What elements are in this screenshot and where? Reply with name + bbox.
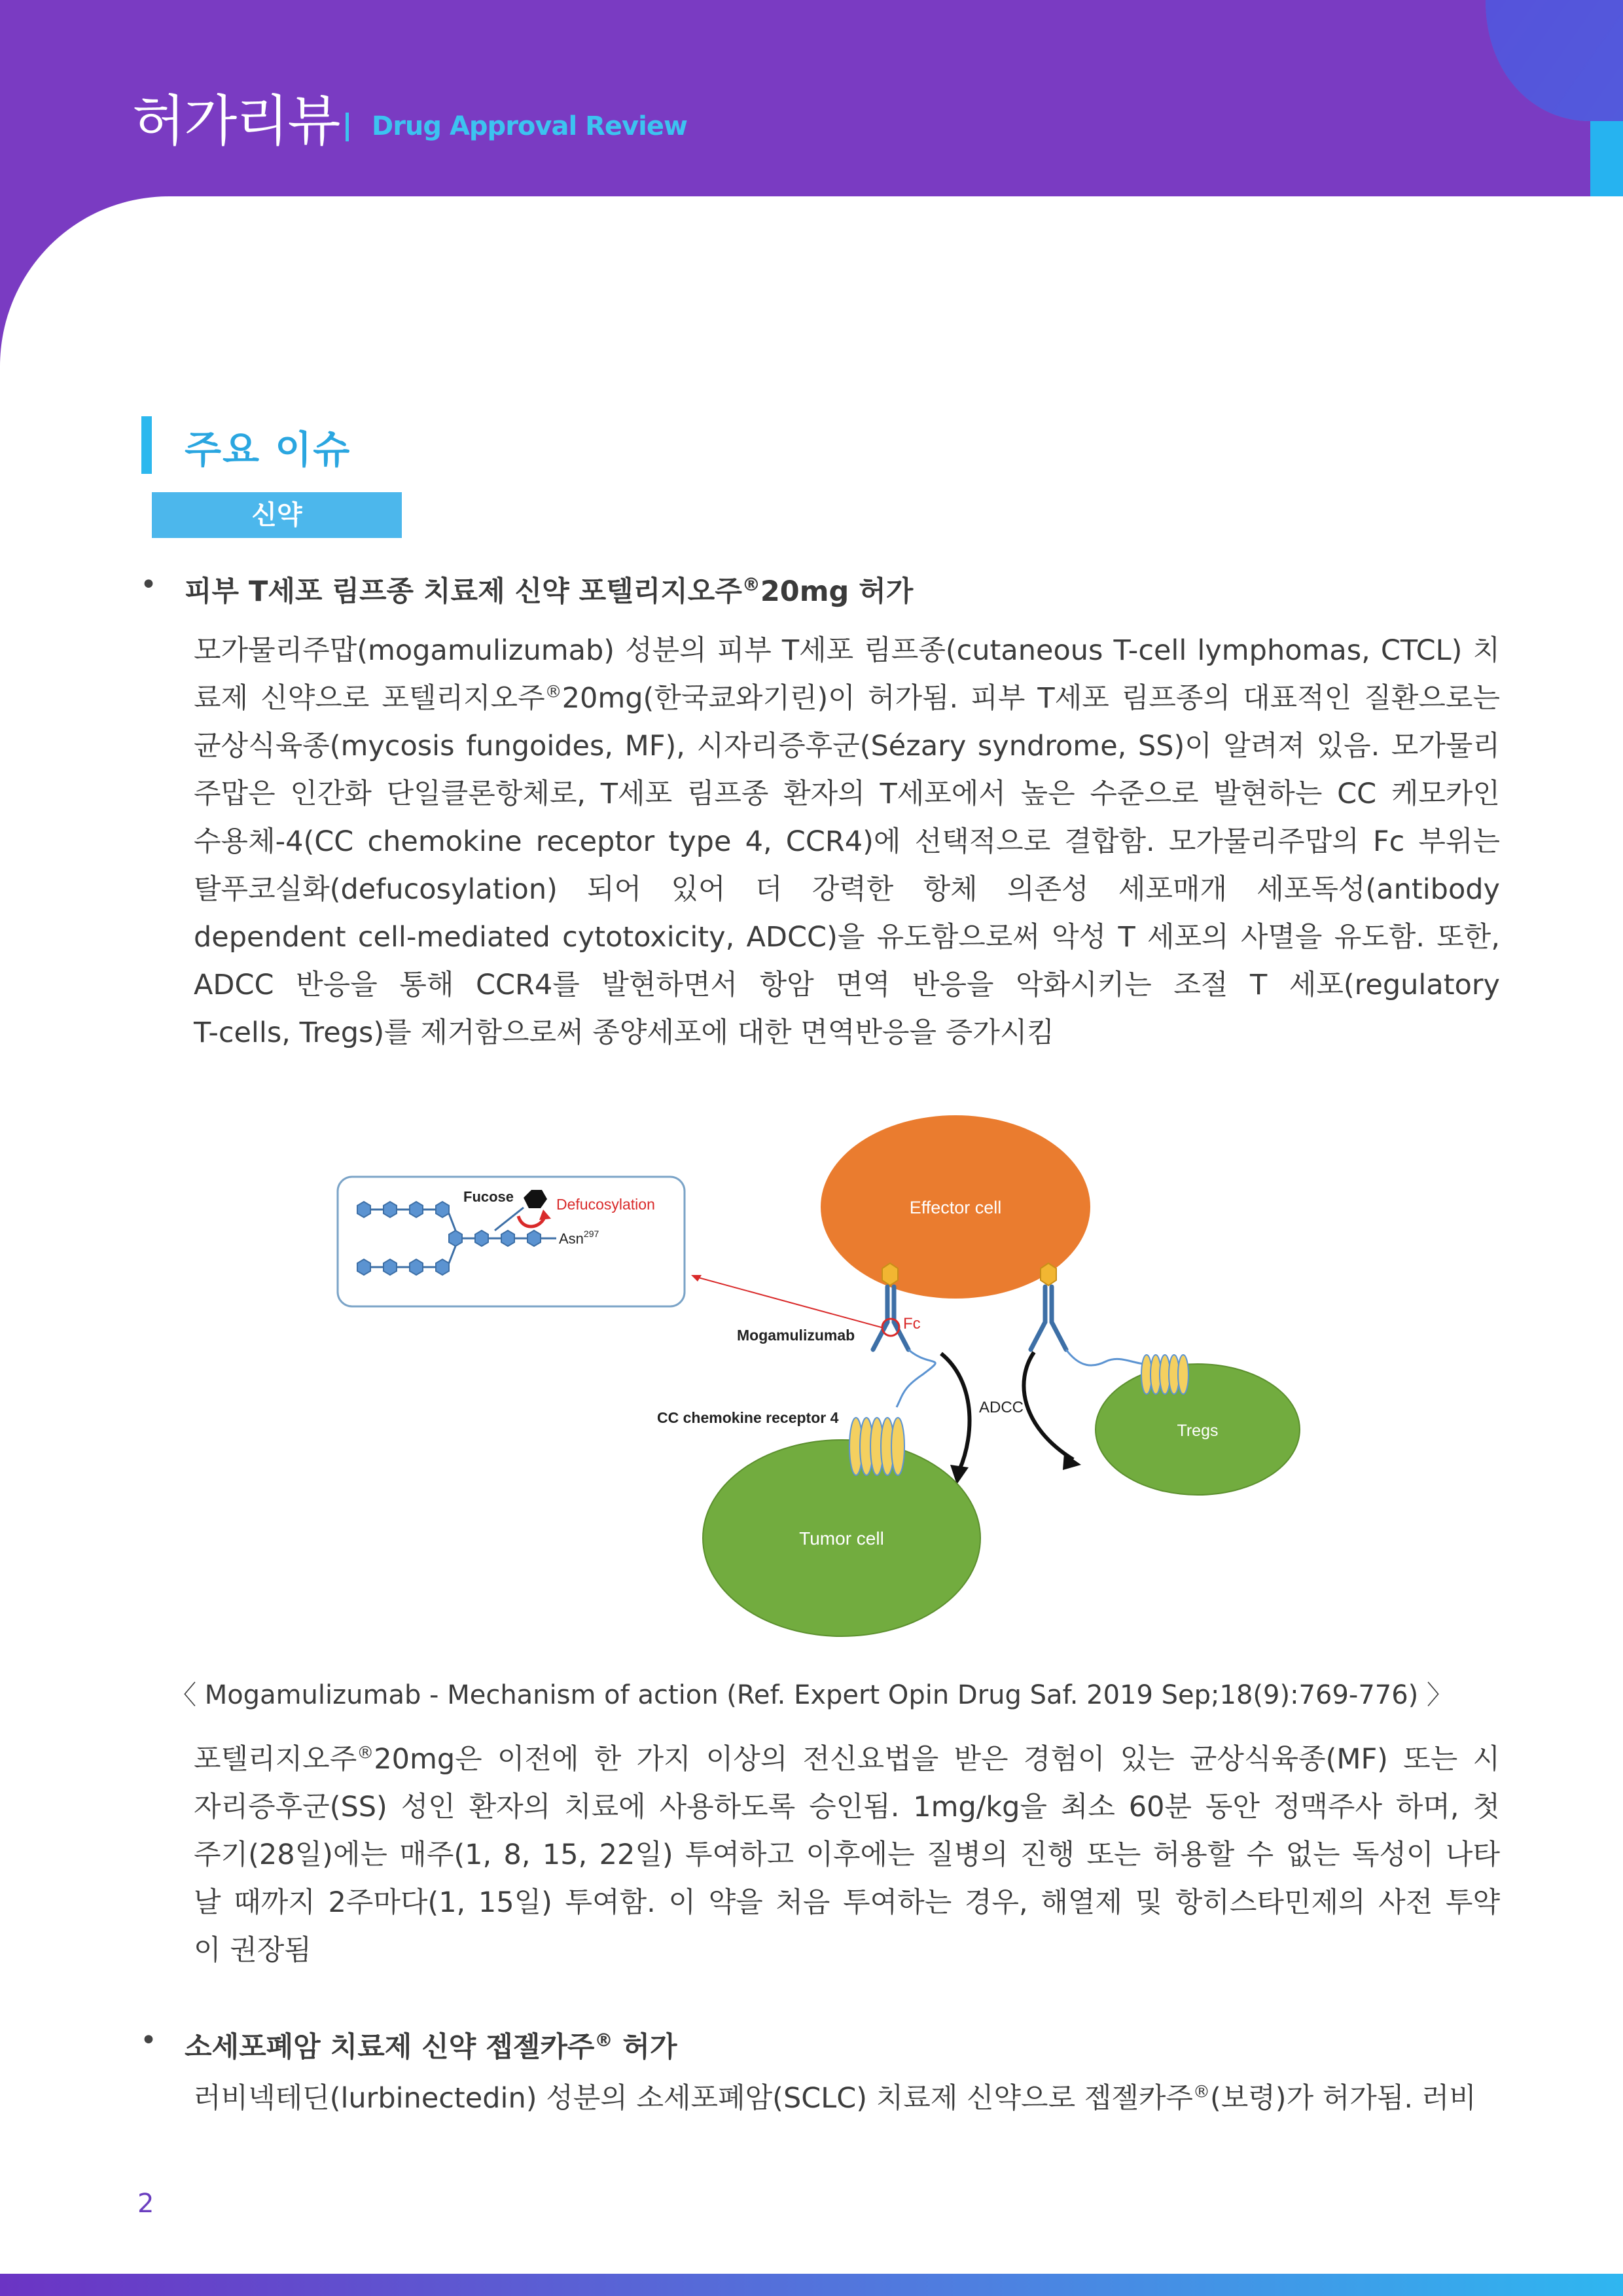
adcc-label: ADCC (979, 1399, 1024, 1416)
paragraph-line: T-cells, Tregs)를 제거함으로써 종양세포에 대한 면역반응을 증가시킴 (194, 1016, 1054, 1049)
item-description (194, 627, 1500, 1057)
paragraph-line: 탈푸코실화(defucosylation) 되어 있어 더 강력한 항체 의존성 세포매개 세포독성(antibody (194, 873, 1500, 906)
item-title (185, 2025, 677, 2065)
paragraph-text: 포텔리지오주 (194, 1743, 357, 1776)
registered-mark: ® (741, 573, 760, 596)
tumor-cell-label: Tumor cell (799, 1528, 884, 1549)
paragraph-line: 날 때까지 2주마다(1, 15일) 투여함. 이 약을 처음 투여하는 경우, 해열제 및 항히스타민제의 사전 투약 (194, 1886, 1500, 1919)
fc-receptor-right (1041, 1263, 1056, 1285)
item-title (185, 569, 913, 609)
figure-caption: 〈 Mogamulizumab - Mechanism of action (Ref. Expert Opin Drug Saf. 2019 Sep;18(9):769-776) 〉 (169, 1680, 1454, 1710)
adcc-arrow-left (941, 1354, 969, 1470)
item-description (194, 2075, 1500, 2123)
bullet-icon: • (140, 2024, 157, 2057)
category-badge: 신약 (152, 492, 402, 538)
item-dosage-description (194, 1736, 1500, 1975)
item-title-text: 피부 T세포 림프종 치료제 신약 포텔리지오주 (185, 575, 742, 608)
tregs-label: Tregs (1177, 1422, 1219, 1440)
paragraph-line: 이 권장됨 (194, 1934, 312, 1967)
bullet-icon: • (140, 568, 157, 601)
footer-bar (0, 2274, 1623, 2296)
mechanism-figure (327, 1106, 1322, 1656)
paragraph-line: 주기(28일)에는 매주(1, 8, 15, 22일) 투여하고 이후에는 질병의 진행 또는 허용할 수 없는 독성이 나타 (194, 1839, 1500, 1871)
item-title-suffix: 허가 (613, 2031, 677, 2064)
fucose-label: Fucose (463, 1189, 514, 1205)
ccr4-label: CC chemokine receptor 4 (657, 1409, 839, 1426)
adcc-arrow-right (1024, 1352, 1073, 1460)
paragraph-line: 모가물리주맙(mogamulizumab) 성분의 피부 T세포 림프종(cutaneous T-cell lymphomas, CTCL) 치 (194, 634, 1500, 667)
paragraph-text: 20mg(한국쿄와기린)이 허가됨. 피부 T세포 림프종의 대표적인 질환으로는 (562, 682, 1501, 715)
registered-mark: ® (1192, 2082, 1210, 2102)
paragraph-line: ADCC 반응을 통해 CCR4를 발현하면서 항암 면역 반응을 악화시키는 조절 T 세포(regulatory (194, 969, 1500, 1001)
paragraph-line (194, 1736, 1500, 1784)
paragraph-line: dependent cell-mediated cytotoxicity, ADCC)을 유도함으로써 악성 T 세포의 사멸을 유도함. 또한, (194, 921, 1500, 954)
paragraph-text: 러비넥테딘(lurbinectedin) 성분의 소세포폐암(SCLC) 치료제 신약으로 젭젤카주 (194, 2082, 1193, 2115)
asn-label: Asn$^{297}$ (559, 1229, 599, 1247)
paragraph-text: (보령)가 허가됨. 러비 (1209, 2082, 1476, 2115)
treg-antibody (1031, 1287, 1066, 1350)
header-separator (346, 113, 349, 141)
page-number: 2 (137, 2189, 154, 2219)
header-title: 허가리뷰 (132, 89, 340, 153)
ccr4-receptor-tumor (849, 1418, 904, 1475)
paragraph-line: 자리증후군(SS) 성인 환자의 치료에 사용하도록 승인됨. 1mg/kg을 최소 60분 동안 정맥주사 하며, 첫 (194, 1791, 1500, 1823)
paragraph-line (194, 675, 1500, 723)
paragraph-line: 주맙은 인간화 단일클론항체로, T세포 림프종 환자의 T세포에서 높은 수준으로 발현하는 CC 케모카인 (194, 778, 1500, 810)
paragraph-text: 료제 신약으로 포텔리지오주 (194, 682, 545, 715)
registered-mark: ® (544, 682, 562, 702)
header-background (0, 0, 1623, 367)
item-title-text: 소세포폐암 치료제 신약 젭젤카주 (185, 2031, 595, 2064)
paragraph-text: 20mg은 이전에 한 가지 이상의 전신요법을 받은 경험이 있는 균상식육종(MF) 또는 시 (374, 1743, 1500, 1776)
paragraph-line: 균상식육종(mycosis fungoides, MF), 시자리증후군(Sézary syndrome, SS)이 알려져 있음. 모가물리 (194, 730, 1500, 762)
ccr4-receptor-treg (1141, 1355, 1188, 1394)
registered-mark: ® (357, 1743, 374, 1763)
header-subtitle: Drug Approval Review (372, 111, 687, 141)
section-accent-bar (141, 416, 152, 474)
fc-receptor-left (882, 1263, 898, 1285)
section-title: 주요 이슈 (185, 427, 351, 472)
page-header (0, 0, 1623, 367)
paragraph-line: 수용체-4(CC chemokine receptor type 4, CCR4)에 선택적으로 결합함. 모가물리주맙의 Fc 부위는 (194, 825, 1500, 858)
defucosylation-label: Defucosylation (556, 1196, 655, 1213)
registered-mark: ® (594, 2029, 613, 2051)
mogamulizumab-label: Mogamulizumab (737, 1327, 855, 1344)
fc-label: Fc (903, 1315, 921, 1333)
item-title-suffix: 20mg 허가 (760, 575, 914, 608)
effector-cell-label: Effector cell (909, 1198, 1002, 1217)
fc-pointer-line (694, 1276, 886, 1329)
